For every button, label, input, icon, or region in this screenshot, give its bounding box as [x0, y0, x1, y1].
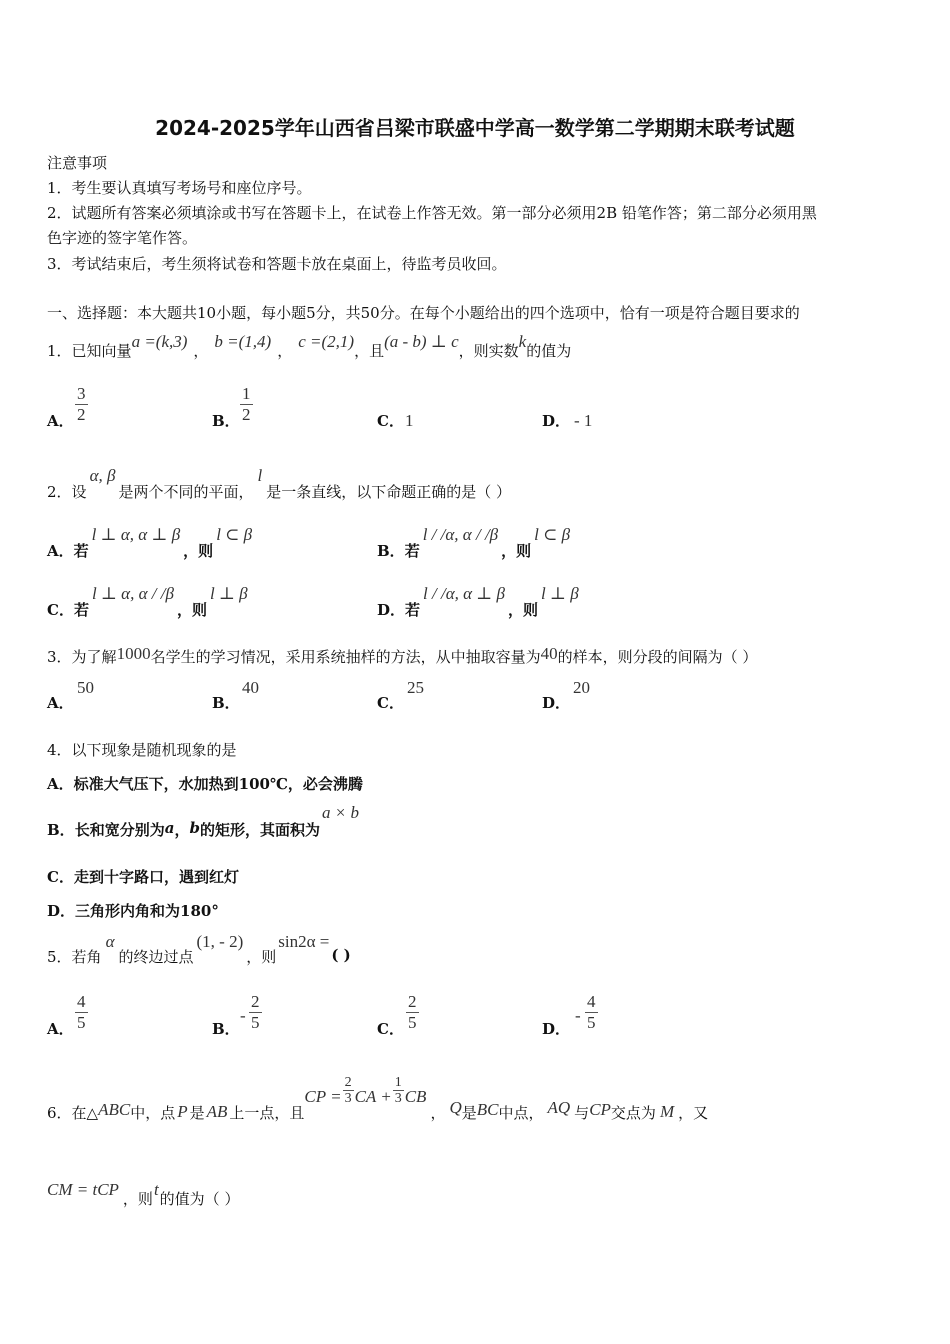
conclusion: l ⊂ β: [534, 525, 571, 544]
option-label-a: A．: [47, 1020, 74, 1038]
denominator: 5: [587, 1013, 596, 1032]
option-a: [47, 525, 255, 561]
separator: ，: [193, 342, 209, 360]
option-d-value: - 1: [574, 411, 593, 430]
denominator: 2: [242, 405, 251, 424]
option-b-fraction: [240, 384, 253, 425]
option-text: 走到十字路口，遇到红灯: [73, 868, 239, 886]
option-a-fraction: [75, 992, 88, 1033]
option-d-fraction: [585, 992, 598, 1033]
option-b-value: 40: [242, 678, 259, 697]
line-l: l: [257, 466, 263, 485]
option-label-c: C．: [377, 694, 404, 712]
option-text: 长和宽分别为: [74, 821, 165, 839]
vector-c: c =(2,1): [298, 332, 355, 351]
question-text: 是两个不同的平面，: [118, 483, 254, 501]
option-label-b: B．: [377, 542, 405, 560]
question-text: 为了解: [71, 648, 117, 666]
question-2: [47, 466, 511, 502]
numerator: 1: [242, 384, 251, 403]
denominator: 5: [77, 1013, 86, 1032]
option-label-b: B．: [212, 1020, 240, 1038]
denominator: 5: [408, 1013, 417, 1032]
option-text: 若: [73, 601, 89, 619]
option-label-a: A．: [47, 694, 74, 712]
question-text: 以下现象是随机现象的是: [71, 741, 237, 759]
sample-size: 40: [540, 644, 558, 663]
question-5: [47, 932, 351, 967]
point: (1, - 2): [196, 932, 244, 951]
option-label-d: D．: [47, 902, 76, 920]
option-d: [377, 584, 582, 620]
option-label-d: D．: [542, 1020, 571, 1038]
number-students: 1000: [116, 644, 151, 663]
option-d-value: 20: [573, 678, 590, 697]
premise: l / /α, α ⊥ β: [423, 584, 506, 603]
option-text: ，则: [176, 601, 207, 619]
premise: l / /α, α / /β: [422, 525, 499, 544]
question-text: 设: [71, 483, 87, 501]
option-b-fraction: [249, 992, 262, 1033]
question-number: 3．: [47, 648, 72, 666]
point-m: M: [659, 1102, 675, 1121]
option-text: ，则: [508, 601, 539, 619]
option-label-a: A．: [47, 412, 74, 430]
question-4: [47, 739, 237, 760]
option-d-sign: -: [575, 1006, 581, 1025]
vector-cb: CB: [404, 1087, 427, 1106]
question-text: 的样本，则分段的间隔为（ ）: [557, 648, 758, 666]
question-text: 名学生的学习情况，采用系统抽样的方法，从中抽取容量为: [150, 648, 541, 666]
coefficient-2-3: [343, 1075, 354, 1106]
conclusion: l ⊂ β: [216, 525, 253, 544]
option-label-a: A．: [47, 775, 74, 793]
question-text: 的值为: [526, 342, 572, 360]
angle-alpha: α: [105, 932, 115, 951]
vector-b: b =(1,4): [214, 332, 272, 351]
option-label-c: C．: [377, 1020, 404, 1038]
point-q: Q: [449, 1098, 462, 1117]
vector-ca: CA +: [354, 1087, 392, 1106]
question-text: 是: [461, 1104, 477, 1122]
triangle-abc: ABC: [98, 1100, 131, 1119]
notice-heading: 注意事项: [47, 154, 108, 172]
question-6-cont: [47, 1180, 239, 1209]
notice-item-3: 3．考试结束后，考生须将试卷和答题卡放在桌面上，待监考员收回。: [47, 255, 507, 273]
option-b-sign: -: [240, 1006, 246, 1025]
option-text: 三角形内角和为180°: [75, 902, 219, 920]
page-title: 2024-2025学年山西省吕梁市联盛中学高一数学第二学期期末联考试题: [155, 116, 795, 140]
question-6: [47, 1075, 708, 1123]
option-label-a: A．: [47, 542, 74, 560]
numerator: 4: [587, 992, 596, 1011]
option-label-b: B．: [212, 412, 240, 430]
numerator: 2: [408, 992, 417, 1011]
notice-item-1: 1．考生要认真填写考场号和座位序号。: [47, 179, 312, 197]
question-text: 在△: [71, 1104, 99, 1122]
variable-t: t: [153, 1180, 159, 1199]
question-text: ，则: [122, 1190, 153, 1208]
option-c-value: 1: [405, 411, 414, 430]
question-number: 1．: [47, 342, 72, 360]
question-text: 若角: [71, 948, 102, 966]
denominator: 3: [394, 1091, 402, 1106]
option-label-c: C．: [377, 412, 404, 430]
notice-item-2-cont: 色字迹的签字笔作答。: [47, 229, 198, 247]
option-text: 的矩形，其面积为: [199, 821, 320, 839]
question-text: ，则: [246, 948, 277, 966]
question-text: 中点，: [498, 1104, 544, 1122]
separator: ，: [277, 342, 293, 360]
premise: l ⊥ α, α ⊥ β: [91, 525, 181, 544]
question-text: ，又: [678, 1104, 709, 1122]
section-heading: 一、选择题：本大题共10小题，每小题5分，共50分。在每个小题给出的四个选项中，恰有一项是符合题目要求的: [47, 304, 800, 322]
numerator: 3: [77, 384, 86, 403]
variable-b: b: [189, 819, 200, 837]
notice-item-2: 2．试题所有答案必须填涂或书写在答题卡上，在试卷上作答无效。第一部分必须用2B 铅笔作答；第二部分必须用黑: [47, 204, 817, 222]
option-d: [47, 900, 219, 921]
denominator: 3: [344, 1091, 352, 1106]
segment-ab: AB: [206, 1102, 228, 1121]
option-label-b: B．: [47, 821, 75, 839]
option-label-c: C．: [47, 868, 74, 886]
vector-a: a =(k,3): [131, 332, 188, 351]
numerator: 2: [251, 992, 260, 1011]
separator: ，: [430, 1104, 446, 1122]
numerator: 2: [344, 1075, 352, 1090]
option-text: 标准大气压下，水加热到100℃，必会沸腾: [73, 775, 363, 793]
premise: l ⊥ α, α / /β: [91, 584, 174, 603]
area-expression: a × b: [321, 803, 359, 822]
option-label-d: D．: [542, 412, 571, 430]
option-c: [47, 866, 239, 887]
question-3: [47, 644, 757, 667]
vector-cp-2: CP: [589, 1100, 611, 1119]
question-text: 交点为: [610, 1104, 656, 1122]
question-text: 是一条直线，以下命题正确的是（ ）: [266, 483, 511, 501]
question-text: 的值为（ ）: [159, 1190, 240, 1208]
question-number: 6．: [47, 1104, 72, 1122]
planes: α, β: [89, 466, 116, 485]
option-a: [47, 773, 363, 794]
option-a-value: 50: [77, 678, 94, 697]
answer-blank: ( ): [331, 946, 351, 964]
coefficient-1-3: [393, 1075, 404, 1106]
question-number: 5．: [47, 948, 72, 966]
conclusion: l ⊥ β: [541, 584, 579, 603]
question-text: 中，点: [130, 1104, 176, 1122]
question-text: ，且: [354, 342, 385, 360]
option-b: [47, 803, 359, 840]
variable-k: k: [518, 332, 527, 351]
option-c: [47, 584, 251, 620]
denominator: 2: [77, 405, 86, 424]
point-p: P: [177, 1102, 188, 1121]
option-label-b: B．: [212, 694, 240, 712]
option-c-fraction: [406, 992, 419, 1033]
vector-aq: AQ: [547, 1098, 571, 1117]
option-label-d: D．: [377, 601, 406, 619]
relation-cm: CM = tCP: [47, 1180, 119, 1199]
question-number: 2．: [47, 483, 72, 501]
question-number: 4．: [47, 741, 72, 759]
option-text: 若: [404, 542, 420, 560]
question-1: [47, 332, 571, 361]
option-b: [377, 525, 573, 561]
option-text: ，则: [501, 542, 532, 560]
question-text: 与: [574, 1104, 590, 1122]
option-text: ，则: [183, 542, 214, 560]
option-a-fraction: [75, 384, 88, 425]
option-text: 若: [73, 542, 89, 560]
variable-a: a: [164, 819, 175, 837]
option-c-value: 25: [407, 678, 424, 697]
vector-cp: CP =: [304, 1087, 342, 1106]
option-label-c: C．: [47, 601, 74, 619]
question-text: 的终边过点: [118, 948, 194, 966]
question-text: 上一点，且: [229, 1104, 305, 1122]
separator: ，: [174, 821, 190, 839]
question-text: 已知向量: [71, 342, 132, 360]
conclusion: l ⊥ β: [209, 584, 248, 603]
option-label-d: D．: [542, 694, 571, 712]
segment-bc: BC: [476, 1100, 499, 1119]
numerator: 1: [394, 1075, 402, 1090]
denominator: 5: [251, 1013, 260, 1032]
condition: (a - b) ⊥ c: [384, 332, 459, 351]
expression: sin2α =: [278, 932, 330, 951]
option-text: 若: [405, 601, 421, 619]
numerator: 4: [77, 992, 86, 1011]
question-text: ，则实数: [458, 342, 519, 360]
question-text: 是: [189, 1104, 205, 1122]
